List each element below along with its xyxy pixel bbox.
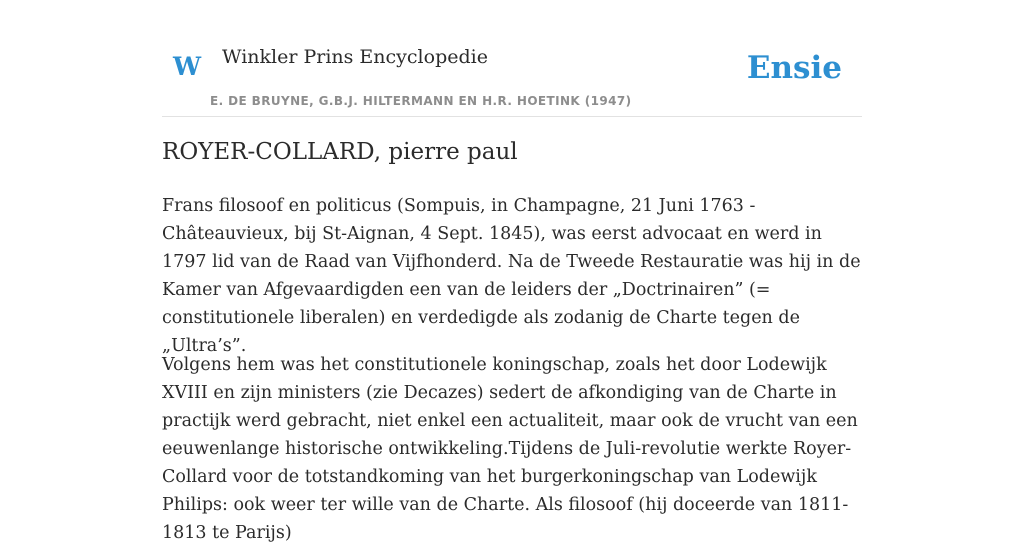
- publication-title[interactable]: Winkler Prins Encyclopedie: [222, 46, 488, 68]
- entry-paragraph-1: Frans filosoof en politicus (Sompuis, in Champagne, 21 Juni 1763 - Châteauvieux, bij St-Aignan, 4 Sept. 1845), was eerst advocaat en werd in 1797 lid van de Raad van Vijfhonderd. Na de Tweede Restauratie was hij in de Kamer van Afgevaardigden een van de leiders der „Doctrinairen” (= constitutionele liberalen) en verdedigde als zodanig de Charte tegen de „Ultra’s”.: [162, 196, 861, 356]
- entry-paragraph-2: Volgens hem was het constitutionele koningschap, zoals het door Lodewijk XVIII en zijn ministers (zie Decazes) sedert de afkondiging van de Charte in practijk werd gebracht, niet enkel een actualiteit, maar ook de vrucht van een eeuwenlange historische ontwikkeling.Tijdens de Juli-revolutie werkte Royer-Collard voor de totstandkoming van het burgerkoningschap van Lodewijk Philips: ook weer ter wille van de Charte. Als filosoof (hij doceerde van 1811-1813 te Parijs): [162, 355, 858, 543]
- publication-authors: E. DE BRUYNE, G.B.J. HILTERMANN EN H.R. HOETINK (1947): [210, 94, 632, 108]
- entry-title: ROYER-COLLARD, pierre paul: [162, 139, 518, 165]
- winkler-prins-logo-icon[interactable]: W: [173, 52, 202, 81]
- ensie-brand-logo[interactable]: Ensie: [746, 50, 842, 86]
- site-header: [162, 0, 862, 117]
- article-page: [162, 0, 862, 543]
